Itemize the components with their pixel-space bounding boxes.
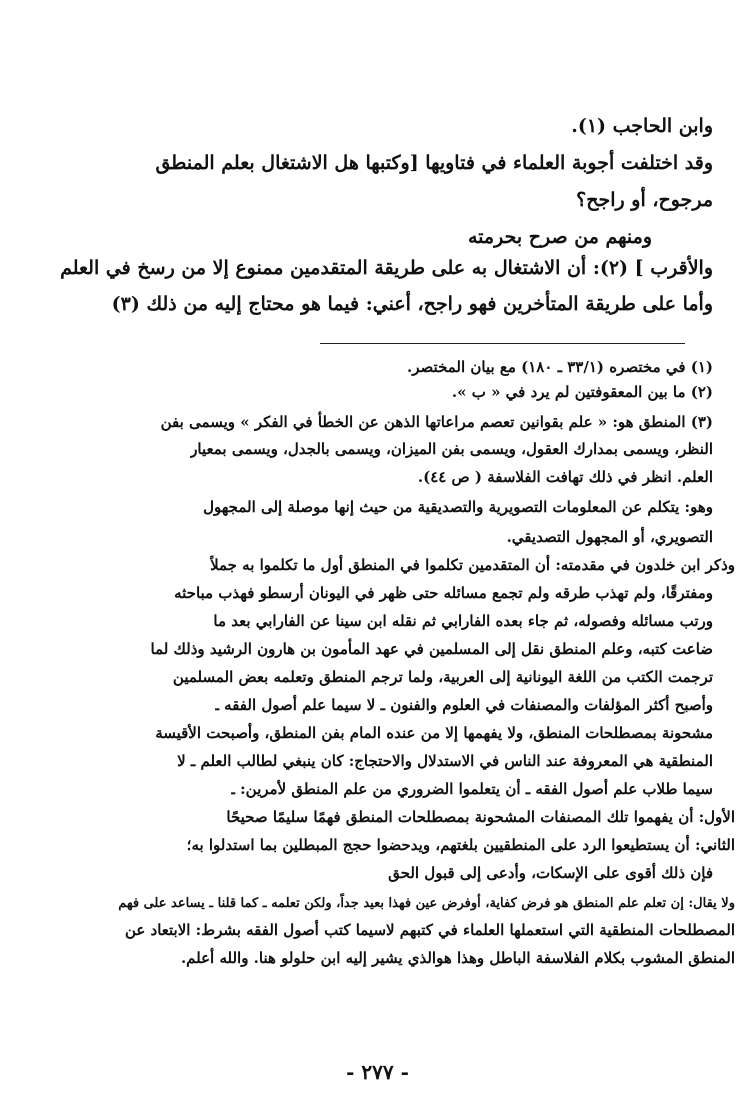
footnote-line-17: الأول: أن يفهموا تلك المصنفات المشحونة بمصطلحات المنطق فهمًا سليمًا صحيحًا [226, 808, 735, 826]
footnote-line-9: ومفترقًا، ولم تهذب طرقه ولم تجمع مسائله حتى ظهر في اليونان أرسطو فهذب مباحثه [174, 584, 713, 602]
main-line-2: وقد اختلفت أجوبة العلماء في فتاويها [وكتبها هل الاشتغال بعلم المنطق [155, 152, 713, 174]
footnote-line-6: وهو: يتكلم عن المعلومات التصويرية والتصديقية من حيث إنها موصلة إلى المجهول [203, 498, 713, 516]
footnote-line-15: المنطقية هي المعروفة عند الناس في الاستدلال والاحتجاج: كان ينبغي لطالب العلم ـ لا [177, 752, 713, 770]
footnote-line-22: المنطق المشوب بكلام الفلاسفة الباطل وهذا هوالذي يشير إليه ابن حلولو هنا. والله أعلم. [180, 949, 735, 967]
main-line-3: مرجوح، أو راجح؟ [576, 189, 713, 211]
footnote-line-21: المصطلحات المنطقية التي استعملها العلماء في كتبهم لاسيما كتب أصول الفقه بشرط: الابتعاد عن [124, 921, 735, 939]
footnote-line-1: (١) في مختصره (٣٣/١ ـ ١٨٠) مع بيان المختصر. [407, 358, 713, 376]
footnote-line-7: التصويري، أو المجهول التصديقي. [506, 528, 713, 546]
footnote-line-4: النظر، ويسمى بمدارك العقول، ويسمى بفن الميزان، ويسمى بالجدل، ويسمى بمعيار [190, 440, 713, 458]
footnote-line-8: وذكر ابن خلدون في مقدمته: أن المتقدمين تكلموا في المنطق أول ما تكلموا به جملاً [210, 556, 735, 574]
footnote-line-5: العلم. انظر في ذلك تهافت الفلاسفة ( ص ٤٤). [417, 468, 713, 486]
footnote-line-2: (٢) ما بين المعقوفتين لم يرد في « ب ». [451, 383, 713, 401]
page-number: - ٢٧٧ - [346, 1060, 409, 1084]
footnote-line-16: سيما طلاب علم أصول الفقه ـ أن يتعلموا الضروري من علم المنطق لأمرين: ـ [230, 780, 713, 798]
footnote-line-3: (٣) المنطق هو: « علم بقوانين تعصم مراعاتها الذهن عن الخطأ في الفكر » ويسمى بفن [160, 413, 713, 431]
footnote-line-19: فإن ذلك أقوى على الإسكات، وأدعى إلى قبول الحق [388, 864, 713, 882]
main-line-4: ومنهم من صرح بحرمته [468, 226, 652, 248]
main-line-1: وابن الحاجب (١). [571, 115, 713, 137]
main-line-5: والأقرب ] (٢): أن الاشتغال به على طريقة المتقدمين ممنوع إلا من رسخ في العلم [60, 257, 713, 279]
footnote-separator [320, 343, 685, 344]
main-line-6: وأما على طريقة المتأخرين فهو راجح، أعني: فيما هو محتاج إليه من ذلك (٣) [111, 293, 713, 315]
footnote-line-18: الثاني: أن يستطيعوا الرد على المنطقيين بلغتهم، ويدحضوا حجج المبطلين بما استدلوا به؛ [186, 836, 735, 854]
footnote-line-10: ورتب مسائله وفصوله، ثم جاء بعده الفارابي ثم نقله ابن سينا عن الفارابي بعد ما [213, 612, 713, 630]
footnote-line-12: ترجمت الكتب من اللغة اليونانية إلى العربية، ولما ترجم المنطق وتعلمه بعض المسلمين [172, 668, 713, 686]
footnote-line-13: وأصبح أكثر المؤلفات والمصنفات في العلوم والفنون ـ لا سيما علم أصول الفقه ـ [214, 696, 713, 714]
footnote-line-14: مشحونة بمصطلحات المنطق، ولا يفهمها إلا من عنده المام بفن المنطق، وأصبحت الأقيسة [155, 724, 713, 742]
footnote-line-20: ولا يقال: إن تعلم علم المنطق هو فرض كفاية، أوفرض عين فهذا بعيد جداً، ولكن تعلمه ـ كما قلنا ـ يساعد على فهم [118, 896, 735, 911]
footnote-line-11: ضاعت كتبه، وعلم المنطق نقل إلى المسلمين في عهد المأمون بن هارون الرشيد وذلك لما [150, 640, 713, 658]
